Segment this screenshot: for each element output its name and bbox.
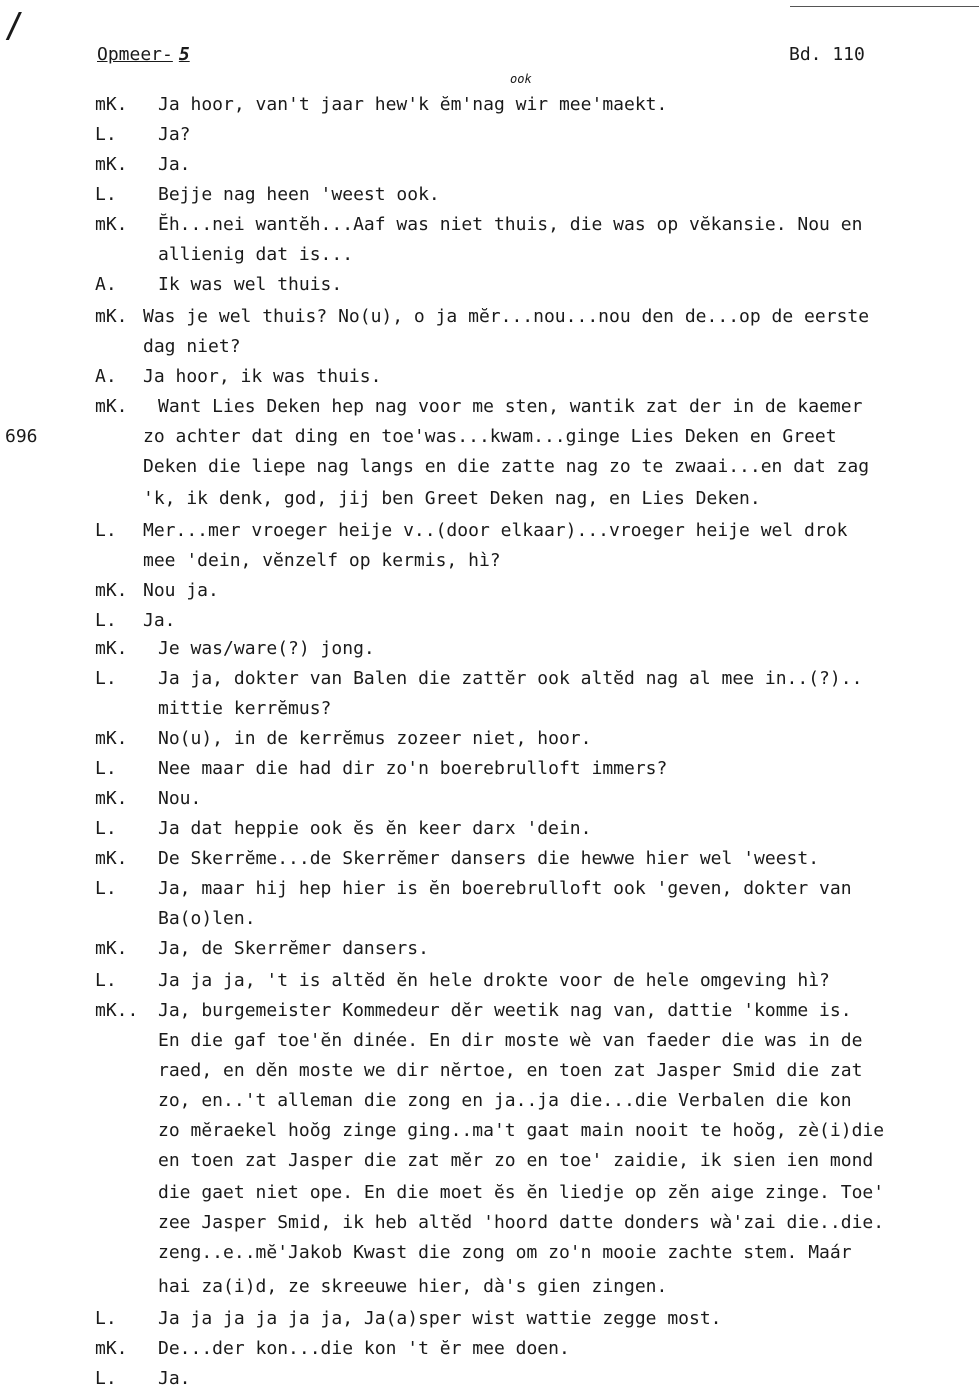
speaker-label: L. — [95, 878, 117, 899]
page-title — [97, 40, 190, 70]
transcript-line: Ĕh...nei wantĕh...Aaf was niet thuis, die was op vĕkansie. Nou en — [158, 214, 863, 235]
transcript-line: Ja, burgemeister Kommedeur dĕr weetik nag van, dattie 'komme is. — [158, 1000, 852, 1021]
transcript-line: Ja ja ja, 't is altĕd ĕn hele drokte voor de hele omgeving hì? — [158, 970, 830, 991]
transcript-line: zo mĕraekel hoŏg zinge ging..ma't gaat main nooit te hoŏg, zè(i)die — [158, 1120, 885, 1141]
speaker-label: mK. — [95, 938, 128, 959]
speaker-label: L. — [95, 758, 117, 779]
speaker-label: L. — [95, 668, 117, 689]
margin-number: 696 — [5, 426, 38, 447]
title-text: Opmeer- — [97, 44, 173, 65]
speaker-label: mK. — [95, 94, 128, 115]
speaker-label: mK. — [95, 848, 128, 869]
transcript-line: zee Jasper Smid, ik heb altĕd 'hoord datte donders wà'zai die..die. — [158, 1212, 885, 1233]
speaker-label: mK. — [95, 154, 128, 175]
speaker-label: mK. — [95, 638, 128, 659]
speaker-label: A. — [95, 274, 117, 295]
transcript-line: dag niet? — [143, 336, 241, 357]
speaker-label: L. — [95, 520, 117, 541]
speaker-label: mK. — [95, 788, 128, 809]
speaker-label: mK. — [95, 396, 128, 417]
transcript-line: allienig dat is... — [158, 244, 354, 265]
corner-mark: / — [4, 6, 25, 46]
transcript-line: No(u), in de kerrĕmus zozeer niet, hoor. — [158, 728, 592, 749]
handwritten-note: ook — [510, 72, 532, 86]
transcript-line: Ja hoor, ik was thuis. — [143, 366, 382, 387]
speaker-label: L. — [95, 184, 117, 205]
transcript-line: Ja ja ja ja ja ja, Ja(a)sper wist wattie zegge most. — [158, 1308, 722, 1329]
transcript-line: hai za(i)d, ze skreeuwe hier, dà's gien zingen. — [158, 1276, 668, 1297]
transcript-line: Bejje nag heen 'weest ook. — [158, 184, 440, 205]
transcript-line: Ja. — [158, 154, 191, 175]
transcript-line: zo achter dat ding en toe'was...kwam...ginge Lies Deken en Greet — [143, 426, 837, 447]
transcript-line: Ja? — [158, 124, 191, 145]
transcript-line: mee 'dein, vĕnzelf op kermis, hì? — [143, 550, 501, 571]
transcript-line: en toen zat Jasper die zat mĕr zo en toe' zaidie, ik sien ien mond — [158, 1150, 874, 1171]
transcript-line: Want Lies Deken hep nag voor me sten, wantik zat der in de kaemer — [158, 396, 863, 417]
transcript-line: Ja ja, dokter van Balen die zattĕr ook altĕd nag al mee in..(?).. — [158, 668, 863, 689]
transcript-line: zo, en..'t alleman die zong en ja..ja die...die Verbalen die kon — [158, 1090, 852, 1111]
transcript-line: De...der kon...die kon 't ĕr mee doen. — [158, 1338, 570, 1359]
transcript-line: Je was/ware(?) jong. — [158, 638, 375, 659]
transcript-line: Nou ja. — [143, 580, 219, 601]
speaker-label: mK. — [95, 1338, 128, 1359]
transcript-line: Ja. — [158, 1368, 191, 1389]
transcript-line: Ja dat heppie ook ĕs ĕn keer darx 'dein. — [158, 818, 592, 839]
title-mark: 5 — [178, 44, 190, 65]
speaker-label: L. — [95, 970, 117, 991]
top-rule — [790, 6, 979, 7]
speaker-label: mK. — [95, 214, 128, 235]
transcript-line: Mer...mer vroeger heije v..(door elkaar)...vroeger heije wel drok — [143, 520, 848, 541]
speaker-label: mK. — [95, 728, 128, 749]
transcript-line: Ba(o)len. — [158, 908, 256, 929]
transcript-line: Nou. — [158, 788, 202, 809]
speaker-label: mK. — [95, 580, 128, 601]
speaker-label: A. — [95, 366, 117, 387]
transcript-line: En die gaf toe'ĕn dinée. En dir moste wè van faeder die was in de — [158, 1030, 863, 1051]
speaker-label: L. — [95, 1368, 117, 1389]
speaker-label: L. — [95, 124, 117, 145]
transcript-line: raed, en dĕn moste we dir nĕrtoe, en toen zat Jasper Smid die zat — [158, 1060, 863, 1081]
transcript-line: zeng..e..mĕ'Jakob Kwast die zong om zo'n mooie zachte stem. Maár — [158, 1242, 852, 1263]
transcript-line: Ik was wel thuis. — [158, 274, 343, 295]
transcript-line: Nee maar die had dir zo'n boerebrulloft immers? — [158, 758, 668, 779]
transcript-line: De Skerrĕme...de Skerrĕmer dansers die hewwe hier wel 'weest. — [158, 848, 820, 869]
transcript-line: Ja. — [143, 610, 176, 631]
speaker-label: mK.. — [95, 1000, 139, 1021]
speaker-label: L. — [95, 1308, 117, 1329]
transcript-line: Ja, de Skerrĕmer dansers. — [158, 938, 429, 959]
speaker-label: mK. — [95, 306, 128, 327]
speaker-label: L. — [95, 610, 117, 631]
transcript-line: mittie kerrĕmus? — [158, 698, 332, 719]
speaker-label: L. — [95, 818, 117, 839]
transcript-line: Deken die liepe nag langs en die zatte nag zo te zwaai...en dat zag — [143, 456, 870, 477]
transcript-line: Was je wel thuis? No(u), o ja mĕr...nou...nou den de...op de eerste — [143, 306, 870, 327]
volume-number: Bd. 110 — [789, 44, 865, 65]
transcript-line: 'k, ik denk, god, jij ben Greet Deken nag, en Lies Deken. — [143, 488, 761, 509]
transcript-line: Ja, maar hij hep hier is ĕn boerebrulloft ook 'geven, dokter van — [158, 878, 852, 899]
transcript-line: Ja hoor, van't jaar hew'k ĕm'nag wir mee'maekt. — [158, 94, 668, 115]
transcript-line: die gaet niet ope. En die moet ĕs ĕn liedje op zĕn aige zinge. Toe' — [158, 1182, 885, 1203]
